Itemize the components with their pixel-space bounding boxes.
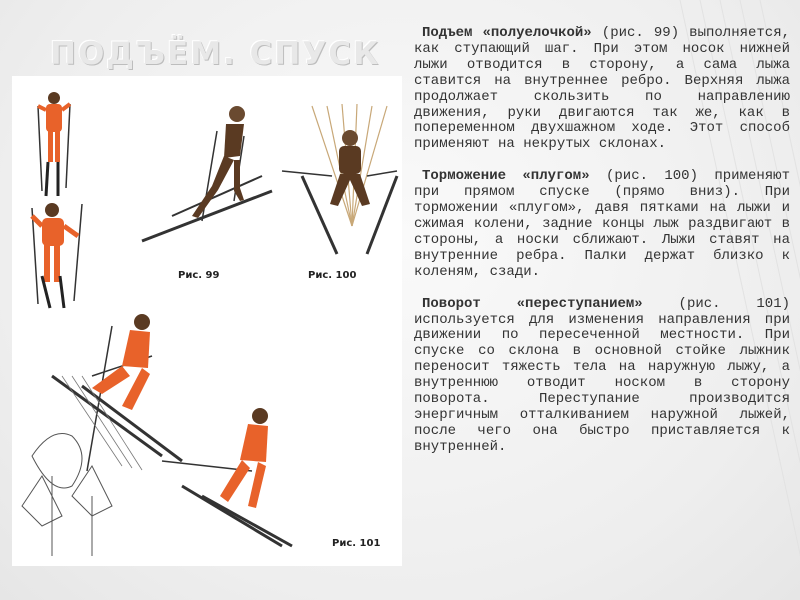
fig100-skier bbox=[282, 104, 397, 254]
skiing-illustrations bbox=[12, 76, 402, 566]
fig99-label: Рис. 99 bbox=[178, 270, 220, 281]
paragraph-perestupaniem bbox=[414, 297, 790, 456]
fig100-label: Рис. 100 bbox=[308, 270, 357, 281]
paragraph-body: (рис. 99) выполняется, как ступающий шаг. При этом носок нижней лыжи отводится в сторону, а сама лыжа ставится на внутреннее ребро. Верхняя лыжа продолжает скользить по направлению движения, руки двигаются так же, как в попеременном двухшажном ходе. Этот способ применяют на некрутых склонах. bbox=[414, 25, 791, 153]
paragraph-lead: Торможение «плугом» bbox=[422, 168, 590, 185]
text-column bbox=[414, 26, 790, 472]
paragraph-polyelochka bbox=[414, 26, 790, 153]
paragraph-body: (рис. 101) используется для изменения направления при движении по пересеченной местности. При спуске со склона в основной стойке лыжник переносит тяжесть тела на наружную лыжу, а внутреннюю отводит носком в сторону поворота. Переступание производится энергичным отталкиванием наружной лыжей, после чего она быстро приставляется к внутренней. bbox=[414, 295, 790, 455]
fig101-skier-upper bbox=[52, 314, 182, 471]
slide-title: ПОДЪЁМ. СПУСК bbox=[50, 36, 381, 72]
paragraph-plugom bbox=[414, 169, 790, 280]
paragraph-lead: Поворот «переступанием» bbox=[422, 295, 643, 312]
fig99-skier-bottom bbox=[32, 203, 82, 308]
fig101-label: Рис. 101 bbox=[332, 538, 381, 549]
fig101-skier-lower bbox=[162, 408, 292, 546]
fig99-skier-top bbox=[38, 92, 70, 196]
paragraph-body: (рис. 100) применяют при прямом спуске (прямо вниз). При торможении «плугом», давя пятками на лыжи и сжимая колени, задние концы лыж раздвигают в стороны, а носки сближают. Лыжи ставят на внутренние ребра. Палки держат близко к коленям, сзади. bbox=[414, 168, 790, 280]
illustration-panel bbox=[12, 76, 402, 566]
fig99-skier-main bbox=[142, 106, 272, 241]
paragraph-lead: Подъем «полуелочкой» bbox=[422, 25, 592, 41]
trees-drawing bbox=[22, 434, 112, 557]
